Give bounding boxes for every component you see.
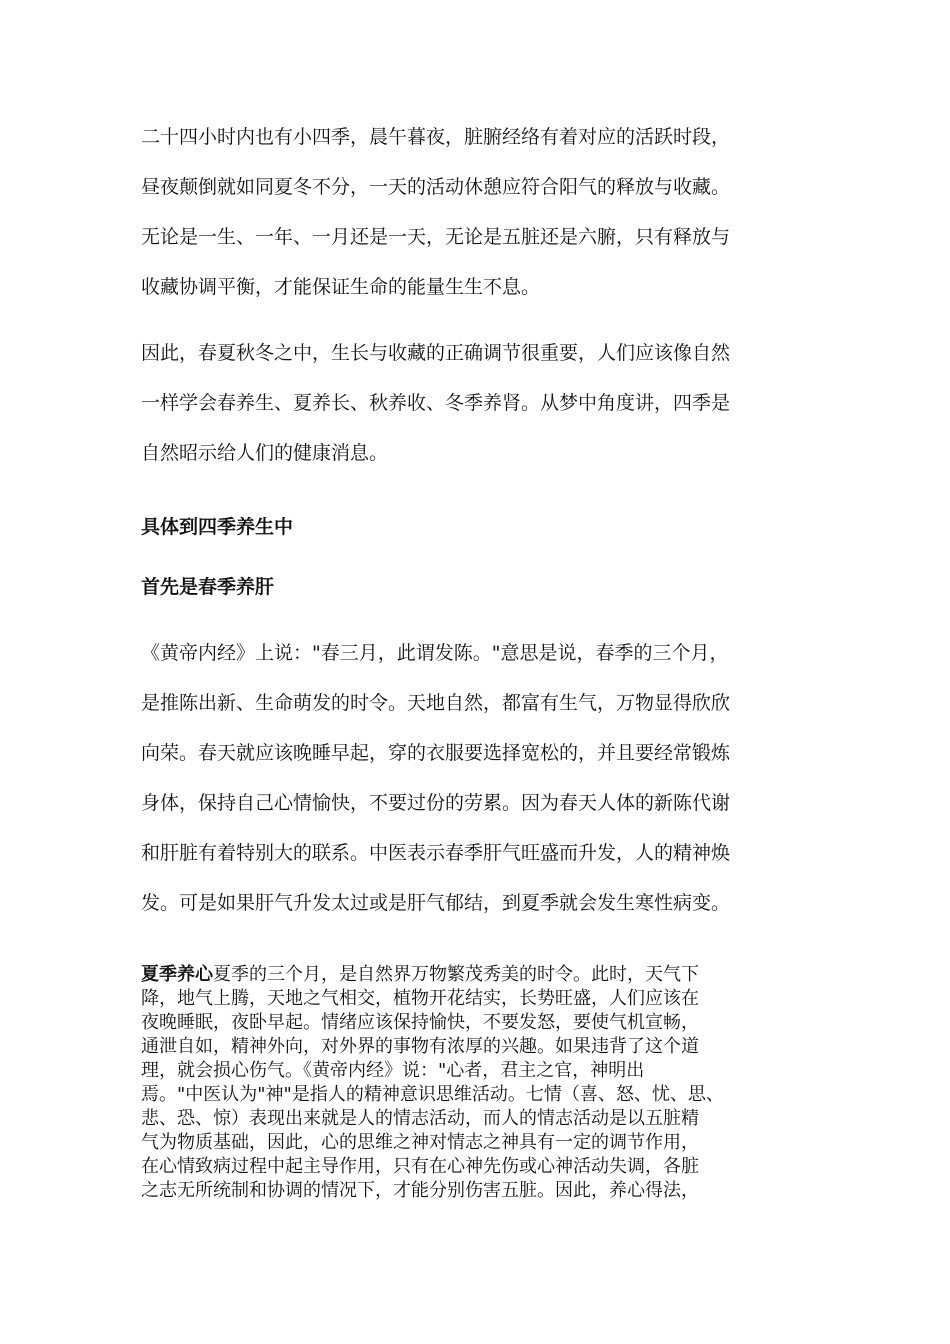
- section-heading: 首先是春季养肝: [141, 576, 275, 598]
- inline-heading: 夏季养心: [141, 964, 213, 985]
- paragraph-line: 之志无所统制和协调的情况下，才能分别伤害五脏。因此，养心得法，: [141, 1180, 699, 1201]
- paragraph-line: 昼夜颠倒就如同夏冬不分，一天的活动休憩应符合阳气的释放与收藏。: [141, 176, 731, 198]
- paragraph-line: 一样学会春养生、夏养长、秋养收、冬季养肾。从梦中角度讲，四季是: [141, 392, 731, 414]
- paragraph-line: 是推陈出新、生命萌发的时令。天地自然，都富有生气，万物显得欣欣: [141, 692, 731, 714]
- paragraph-line: 悲、恐、惊）表现出来就是人的情志活动，而人的情志活动是以五脏精: [141, 1108, 699, 1129]
- paragraph-line: 收藏协调平衡，才能保证生命的能量生生不息。: [141, 276, 541, 298]
- paragraph-line: 降，地气上腾，天地之气相交，植物开花结实，长势旺盛，人们应该在: [141, 988, 699, 1009]
- paragraph-line: 发。可是如果肝气升发太过或是肝气郁结，到夏季就会发生寒性病变。: [141, 892, 731, 914]
- section-heading: 具体到四季养生中: [141, 516, 294, 538]
- paragraph-line: 无论是一生、一年、一月还是一天，无论是五脏还是六腑，只有释放与: [141, 226, 731, 248]
- paragraph-line: 自然昭示给人们的健康消息。: [141, 442, 389, 464]
- paragraph-text: 夏季的三个月，是自然界万物繁茂秀美的时令。此时，天气下: [213, 964, 699, 985]
- paragraph-line: 焉。"中医认为"神"是指人的精神意识思维活动。七情（喜、怒、忧、思、: [141, 1084, 724, 1105]
- paragraph-line: 因此，春夏秋冬之中，生长与收藏的正确调节很重要，人们应该像自然: [141, 342, 731, 364]
- paragraph-line: 《黄帝内经》上说："春三月，此谓发陈。"意思是说，春季的三个月，: [141, 642, 729, 664]
- paragraph-line: [141, 963, 699, 986]
- paragraph-line: 二十四小时内也有小四季，晨午暮夜，脏腑经络有着对应的活跃时段，: [141, 126, 731, 148]
- paragraph-line: 向荣。春天就应该晚睡早起，穿的衣服要选择宽松的，并且要经常锻炼: [141, 742, 731, 764]
- paragraph-line: 和肝脏有着特别大的联系。中医表示春季肝气旺盛而升发，人的精神焕: [141, 842, 731, 864]
- paragraph-line: 气为物质基础，因此，心的思维之神对情志之神具有一定的调节作用，: [141, 1132, 699, 1153]
- paragraph-line: 夜晚睡眠，夜卧早起。情绪应该保持愉快，不要发怒，要使气机宣畅，: [141, 1012, 699, 1033]
- paragraph-line: 理，就会损心伤气。《黄帝内经》说："心者，君主之官，神明出: [141, 1060, 645, 1081]
- paragraph-line: 通泄自如，精神外向，对外界的事物有浓厚的兴趣。如果违背了这个道: [141, 1036, 699, 1057]
- paragraph-line: 在心情致病过程中起主导作用，只有在心神先伤或心神活动失调，各脏: [141, 1156, 699, 1177]
- paragraph-line: 身体，保持自己心情愉快，不要过份的劳累。因为春天人体的新陈代谢: [141, 792, 731, 814]
